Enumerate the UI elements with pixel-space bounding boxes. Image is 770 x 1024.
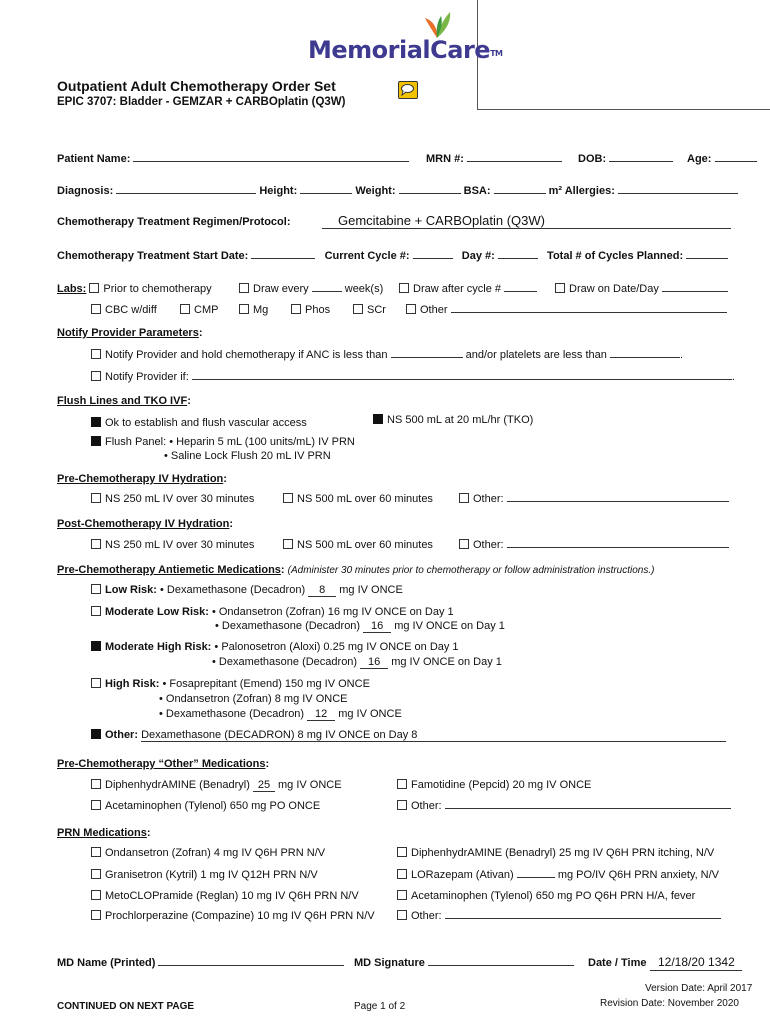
logo: MemorialCareTM bbox=[308, 36, 503, 64]
pre-hydration-opt1 bbox=[91, 493, 254, 505]
low-risk-label: Low Risk: bbox=[105, 584, 157, 596]
flush-ok-label: Ok to establish and flush vascular access bbox=[105, 417, 307, 429]
moderate-high-drug2: • Dexamethasone (Decadron) bbox=[212, 656, 358, 668]
post-hydration-other-field[interactable] bbox=[507, 547, 729, 548]
diagnosis-field[interactable] bbox=[116, 193, 256, 194]
post-hydration-other-label: Other: bbox=[473, 539, 504, 551]
pre-other-other-checkbox[interactable] bbox=[397, 800, 407, 810]
moderate-high-row bbox=[91, 641, 459, 653]
pre-other-other bbox=[397, 800, 731, 812]
moderate-low-line1: • Ondansetron (Zofran) 16 mg IV ONCE on Day 1 bbox=[211, 606, 454, 618]
dob-field[interactable] bbox=[609, 161, 673, 162]
md-name-row bbox=[57, 957, 344, 969]
low-risk-dose-field[interactable] bbox=[308, 584, 336, 597]
antiemetic-other-checkbox[interactable] bbox=[91, 729, 101, 739]
md-signature-label: MD Signature bbox=[354, 957, 425, 969]
page-subtitle: EPIC 3707: Bladder - GEMZAR + CARBOplatin (Q3W) bbox=[57, 96, 346, 108]
prn-left-2 bbox=[91, 869, 318, 881]
moderate-high-line2 bbox=[212, 656, 502, 669]
labs-draw-every-label: Draw every bbox=[253, 283, 309, 295]
cmp-label: CMP bbox=[194, 304, 219, 316]
post-hydration-opt1-label: NS 250 mL IV over 30 minutes bbox=[105, 539, 255, 551]
pre-other-diph-dose-field[interactable] bbox=[253, 779, 275, 792]
pre-hydration-other-field[interactable] bbox=[507, 501, 729, 502]
prn-left-4-label: Prochlorperazine (Compazine) 10 mg IV Q6H PRN N/V bbox=[105, 910, 375, 922]
prn-left-3 bbox=[91, 890, 359, 902]
page-number: Page 1 of 2 bbox=[354, 1001, 406, 1012]
pre-hydration-opt2 bbox=[283, 493, 433, 505]
pre-other-diph-drug: DiphenhydrAMINE (Benadryl) bbox=[105, 779, 250, 791]
labs-mg bbox=[239, 304, 268, 316]
mg-checkbox[interactable] bbox=[239, 304, 249, 314]
comment-icon[interactable] bbox=[398, 81, 418, 99]
labs-draw-on-label: Draw on Date/Day bbox=[569, 283, 659, 295]
prn-right-3-label: Acetaminophen (Tylenol) 650 mg PO Q6H PRN H/A, fever bbox=[411, 890, 696, 902]
mrn-field[interactable] bbox=[467, 161, 562, 162]
antiemetic-other-field[interactable] bbox=[141, 729, 726, 742]
flush-panel-row bbox=[91, 436, 355, 448]
weight-label: Weight: bbox=[355, 185, 396, 197]
pre-other-heading: Pre-Chemotherapy “Other” Medications: bbox=[57, 758, 270, 770]
pre-other-other-label: Other: bbox=[411, 800, 442, 812]
phos-label: Phos bbox=[305, 304, 331, 316]
labs-other bbox=[406, 304, 727, 316]
pre-hydration-other-checkbox[interactable] bbox=[459, 493, 469, 503]
prn-left-2-checkbox[interactable] bbox=[91, 869, 101, 879]
lorazepam-dose-field[interactable] bbox=[517, 877, 555, 878]
pre-other-aceta-label: Acetaminophen (Tylenol) 650 mg PO ONCE bbox=[105, 800, 321, 812]
mrn-row bbox=[426, 153, 562, 165]
high-risk-line3 bbox=[159, 708, 402, 721]
labs-draw-on bbox=[555, 283, 728, 295]
patient-name-field[interactable] bbox=[133, 161, 409, 162]
moderate-high-line1: • Palonosetron (Aloxi) 0.25 mg IV ONCE on Day 1 bbox=[214, 641, 459, 653]
prn-right-2-route: mg PO/IV Q6H PRN anxiety, N/V bbox=[557, 869, 720, 881]
prn-other-field[interactable] bbox=[445, 918, 721, 919]
pre-hydration-opt1-label: NS 250 mL IV over 30 minutes bbox=[105, 493, 255, 505]
moderate-low-line2 bbox=[215, 620, 505, 633]
page-title: Outpatient Adult Chemotherapy Order Set bbox=[57, 78, 336, 94]
high-risk-row bbox=[91, 678, 370, 690]
pre-other-famo-label: Famotidine (Pepcid) 20 mg IV ONCE bbox=[411, 779, 592, 791]
cbc-label: CBC w/diff bbox=[105, 304, 157, 316]
high-risk-line2: • Ondansetron (Zofran) 8 mg IV ONCE bbox=[159, 693, 348, 705]
scr-label: SCr bbox=[367, 304, 386, 316]
flush-ns-checkbox[interactable] bbox=[373, 414, 383, 424]
moderate-low-drug2: • Dexamethasone (Decadron) bbox=[215, 620, 361, 632]
bsa-field[interactable] bbox=[494, 193, 546, 194]
antiemetic-other-value: Dexamethasone (DECADRON) 8 mg IV ONCE on Day 8 bbox=[141, 729, 418, 741]
antiemetic-other-label: Other: bbox=[105, 729, 138, 741]
low-risk-drug: • Dexamethasone (Decadron) bbox=[160, 584, 306, 596]
labs-label: Labs: bbox=[57, 283, 87, 295]
md-name-label: MD Name (Printed) bbox=[57, 957, 156, 969]
pre-other-diph-checkbox[interactable] bbox=[91, 779, 101, 789]
high-risk-checkbox[interactable] bbox=[91, 678, 101, 688]
date-time-label: Date / Time bbox=[588, 957, 647, 969]
flush-saline: • Saline Lock Flush 20 mL IV PRN bbox=[164, 450, 331, 462]
moderate-high-dose: 16 bbox=[368, 656, 381, 668]
platelets-label: and/or platelets are less than bbox=[465, 349, 607, 361]
day-field[interactable] bbox=[498, 258, 538, 259]
post-hydration-opt1 bbox=[91, 539, 254, 551]
high-risk-label: High Risk: bbox=[105, 678, 160, 690]
moderate-high-label: Moderate High Risk: bbox=[105, 641, 212, 653]
diagnosis-row bbox=[57, 185, 738, 197]
start-row bbox=[57, 250, 728, 262]
low-risk-dose: 8 bbox=[319, 584, 326, 596]
md-signature-field[interactable] bbox=[428, 965, 574, 966]
post-hydration-other-checkbox[interactable] bbox=[459, 539, 469, 549]
start-date-label: Chemotherapy Treatment Start Date: bbox=[57, 250, 249, 262]
high-risk-line1: • Fosaprepitant (Emend) 150 mg IV ONCE bbox=[162, 678, 370, 690]
low-risk-row bbox=[91, 584, 403, 597]
pre-hydration-opt2-label: NS 500 mL over 60 minutes bbox=[297, 493, 433, 505]
prn-right-4-checkbox[interactable] bbox=[397, 910, 407, 920]
labs-draw-after bbox=[399, 283, 537, 295]
labs-prior-label: Prior to chemotherapy bbox=[103, 283, 212, 295]
continued-note: CONTINUED ON NEXT PAGE bbox=[57, 1001, 195, 1012]
notify-hold-checkbox[interactable] bbox=[91, 349, 101, 359]
mrn-label: MRN #: bbox=[426, 153, 464, 165]
prn-left-4 bbox=[91, 910, 375, 922]
post-hydration-opt2 bbox=[283, 539, 433, 551]
low-risk-route: mg IV ONCE bbox=[339, 584, 403, 596]
moderate-low-label: Moderate Low Risk: bbox=[105, 606, 209, 618]
pre-hydration-opt2-checkbox[interactable] bbox=[283, 493, 293, 503]
date-time-value: 12/18/20 1342 bbox=[658, 955, 735, 969]
current-cycle-label: Current Cycle #: bbox=[324, 250, 410, 262]
post-hydration-opt2-checkbox[interactable] bbox=[283, 539, 293, 549]
pre-other-aceta-checkbox[interactable] bbox=[91, 800, 101, 810]
notify-if-row: Notify Provider if: . bbox=[91, 371, 735, 383]
patient-name-label: Patient Name: bbox=[57, 153, 131, 165]
md-signature-row bbox=[354, 957, 574, 969]
pre-hydration-other bbox=[459, 493, 729, 505]
high-risk-dose: 12 bbox=[315, 708, 328, 720]
total-cycles-field[interactable] bbox=[686, 258, 728, 259]
allergies-field[interactable] bbox=[618, 193, 738, 194]
prn-right-2 bbox=[397, 869, 719, 881]
scr-checkbox[interactable] bbox=[353, 304, 363, 314]
moderate-high-route2: mg IV ONCE on Day 1 bbox=[391, 656, 502, 668]
weight-field[interactable] bbox=[399, 193, 461, 194]
prn-right-1-label: DiphenhydrAMINE (Benadryl) 25 mg IV Q6H PRN itching, N/V bbox=[411, 847, 715, 859]
labs-draw-on-field[interactable] bbox=[662, 291, 728, 292]
header-box bbox=[477, 0, 770, 110]
revision-date: Revision Date: November 2020 bbox=[600, 998, 739, 1009]
bsa-label: BSA: bbox=[463, 185, 491, 197]
phos-checkbox[interactable] bbox=[291, 304, 301, 314]
labs-row-1 bbox=[57, 283, 212, 295]
pre-other-diph-route: mg IV ONCE bbox=[278, 779, 342, 791]
day-label: Day #: bbox=[461, 250, 495, 262]
moderate-high-checkbox[interactable] bbox=[91, 641, 101, 651]
labs-draw-after-checkbox[interactable] bbox=[399, 283, 409, 293]
prn-left-3-label: MetoCLOPramide (Reglan) 10 mg IV Q6H PRN N/V bbox=[105, 890, 359, 902]
labs-draw-on-checkbox[interactable] bbox=[555, 283, 565, 293]
flush-ok-row bbox=[91, 417, 307, 429]
pre-hydration-heading: Pre-Chemotherapy IV Hydration: bbox=[57, 473, 227, 485]
prn-left-4-checkbox[interactable] bbox=[91, 910, 101, 920]
flush-ns-row bbox=[373, 414, 533, 426]
labs-draw-after-label: Draw after cycle # bbox=[413, 283, 502, 295]
prn-heading: PRN Medications: bbox=[57, 827, 151, 839]
pre-other-diph-dose: 25 bbox=[257, 779, 271, 791]
notify-hold-label: Notify Provider and hold chemotherapy if ANC is less than bbox=[105, 349, 388, 361]
current-cycle-field[interactable] bbox=[413, 258, 453, 259]
regimen-label: Chemotherapy Treatment Regimen/Protocol: bbox=[57, 216, 291, 228]
age-label: Age: bbox=[687, 153, 712, 165]
labs-draw-every-field[interactable] bbox=[312, 291, 342, 292]
dob-row bbox=[578, 153, 673, 165]
labs-scr bbox=[353, 304, 386, 316]
dob-label: DOB: bbox=[578, 153, 607, 165]
total-cycles-label: Total # of Cycles Planned: bbox=[547, 250, 684, 262]
labs-other-label: Other bbox=[420, 304, 448, 316]
height-label: Height: bbox=[259, 185, 298, 197]
labs-cbc bbox=[91, 304, 157, 316]
mg-label: Mg bbox=[253, 304, 269, 316]
notify-heading: Notify Provider Parameters: bbox=[57, 327, 203, 339]
labs-draw-every-checkbox[interactable] bbox=[239, 283, 249, 293]
labs-phos bbox=[291, 304, 330, 316]
pre-other-famo-checkbox[interactable] bbox=[397, 779, 407, 789]
prn-left-1-checkbox[interactable] bbox=[91, 847, 101, 857]
moderate-low-dose: 16 bbox=[371, 620, 384, 632]
platelets-field[interactable] bbox=[610, 357, 680, 358]
moderate-low-row bbox=[91, 606, 454, 618]
post-hydration-heading: Post-Chemotherapy IV Hydration: bbox=[57, 518, 234, 530]
prn-right-1-checkbox[interactable] bbox=[397, 847, 407, 857]
regimen-field[interactable] bbox=[322, 213, 731, 229]
prn-right-1 bbox=[397, 847, 714, 859]
pre-other-diph bbox=[91, 779, 342, 792]
md-name-field[interactable] bbox=[158, 965, 344, 966]
diagnosis-label: Diagnosis: bbox=[57, 185, 114, 197]
pre-other-other-field[interactable] bbox=[445, 808, 731, 809]
prn-right-2-drug: LORazepam (Ativan) bbox=[411, 869, 514, 881]
prn-left-1-label: Ondansetron (Zofran) 4 mg IV Q6H PRN N/V bbox=[105, 847, 326, 859]
labs-other-checkbox[interactable] bbox=[406, 304, 416, 314]
labs-other-field[interactable] bbox=[451, 312, 727, 313]
moderate-low-route2: mg IV ONCE on Day 1 bbox=[394, 620, 505, 632]
anc-field[interactable] bbox=[391, 357, 463, 358]
prn-right-3-checkbox[interactable] bbox=[397, 890, 407, 900]
high-risk-dose-field[interactable] bbox=[307, 708, 335, 721]
low-risk-checkbox[interactable] bbox=[91, 584, 101, 594]
prn-right-4 bbox=[397, 910, 721, 922]
flush-heading: Flush Lines and TKO IVF: bbox=[57, 395, 191, 407]
prn-right-2-checkbox[interactable] bbox=[397, 869, 407, 879]
pre-hydration-opt1-checkbox[interactable] bbox=[91, 493, 101, 503]
flush-panel-label: Flush Panel: • Heparin 5 mL (100 units/mL) IV PRN bbox=[105, 436, 355, 448]
moderate-high-dose-field[interactable] bbox=[360, 656, 388, 669]
regimen-value: Gemcitabine + CARBOplatin (Q3W) bbox=[338, 213, 545, 228]
flush-panel-checkbox[interactable] bbox=[91, 436, 101, 446]
moderate-low-checkbox[interactable] bbox=[91, 606, 101, 616]
prn-left-3-checkbox[interactable] bbox=[91, 890, 101, 900]
notify-if-label: Notify Provider if: bbox=[105, 371, 189, 383]
labs-cmp bbox=[180, 304, 218, 316]
flush-ns-label: NS 500 mL at 20 mL/hr (TKO) bbox=[387, 414, 534, 426]
notify-hold-row: Notify Provider and hold chemotherapy if ANC is less than and/or platelets are less than . bbox=[91, 349, 683, 361]
notify-if-checkbox[interactable] bbox=[91, 371, 101, 381]
post-hydration-opt1-checkbox[interactable] bbox=[91, 539, 101, 549]
pre-other-famo bbox=[397, 779, 591, 791]
cmp-checkbox[interactable] bbox=[180, 304, 190, 314]
moderate-low-dose-field[interactable] bbox=[363, 620, 391, 633]
cbc-checkbox[interactable] bbox=[91, 304, 101, 314]
patient-row bbox=[57, 153, 409, 165]
notify-if-field[interactable] bbox=[192, 379, 732, 380]
post-hydration-opt2-label: NS 500 mL over 60 minutes bbox=[297, 539, 433, 551]
labs-draw-every bbox=[239, 283, 383, 295]
labs-draw-after-field[interactable] bbox=[504, 291, 537, 292]
pre-other-aceta bbox=[91, 800, 320, 812]
prn-left-1 bbox=[91, 847, 325, 859]
age-field[interactable] bbox=[715, 161, 757, 162]
prn-right-4-label: Other: bbox=[411, 910, 442, 922]
start-date-field[interactable] bbox=[251, 258, 315, 259]
date-time-field[interactable] bbox=[650, 955, 742, 971]
age-row bbox=[687, 153, 757, 165]
antiemetic-note: (Administer 30 minutes prior to chemotherapy or follow administration instructions.) bbox=[287, 565, 655, 576]
pre-hydration-other-label: Other: bbox=[473, 493, 504, 505]
high-risk-drug3: • Dexamethasone (Decadron) bbox=[159, 708, 305, 720]
height-field[interactable] bbox=[300, 193, 352, 194]
antiemetic-heading: Pre-Chemotherapy Antiemetic Medications: (Administer 30 minutes prior to chemotherapy or follow administration instructions.) bbox=[57, 564, 655, 576]
labs-weeks-label: week(s) bbox=[344, 283, 384, 295]
prn-right-3 bbox=[397, 890, 695, 902]
labs-prior-checkbox[interactable] bbox=[89, 283, 99, 293]
post-hydration-other bbox=[459, 539, 729, 551]
antiemetic-other-row bbox=[91, 729, 726, 742]
version-date: Version Date: April 2017 bbox=[645, 983, 753, 994]
flush-ok-checkbox[interactable] bbox=[91, 417, 101, 427]
prn-left-2-label: Granisetron (Kytril) 1 mg IV Q12H PRN N/V bbox=[105, 869, 318, 881]
allergies-label: m² Allergies: bbox=[548, 185, 615, 197]
high-risk-route3: mg IV ONCE bbox=[338, 708, 402, 720]
